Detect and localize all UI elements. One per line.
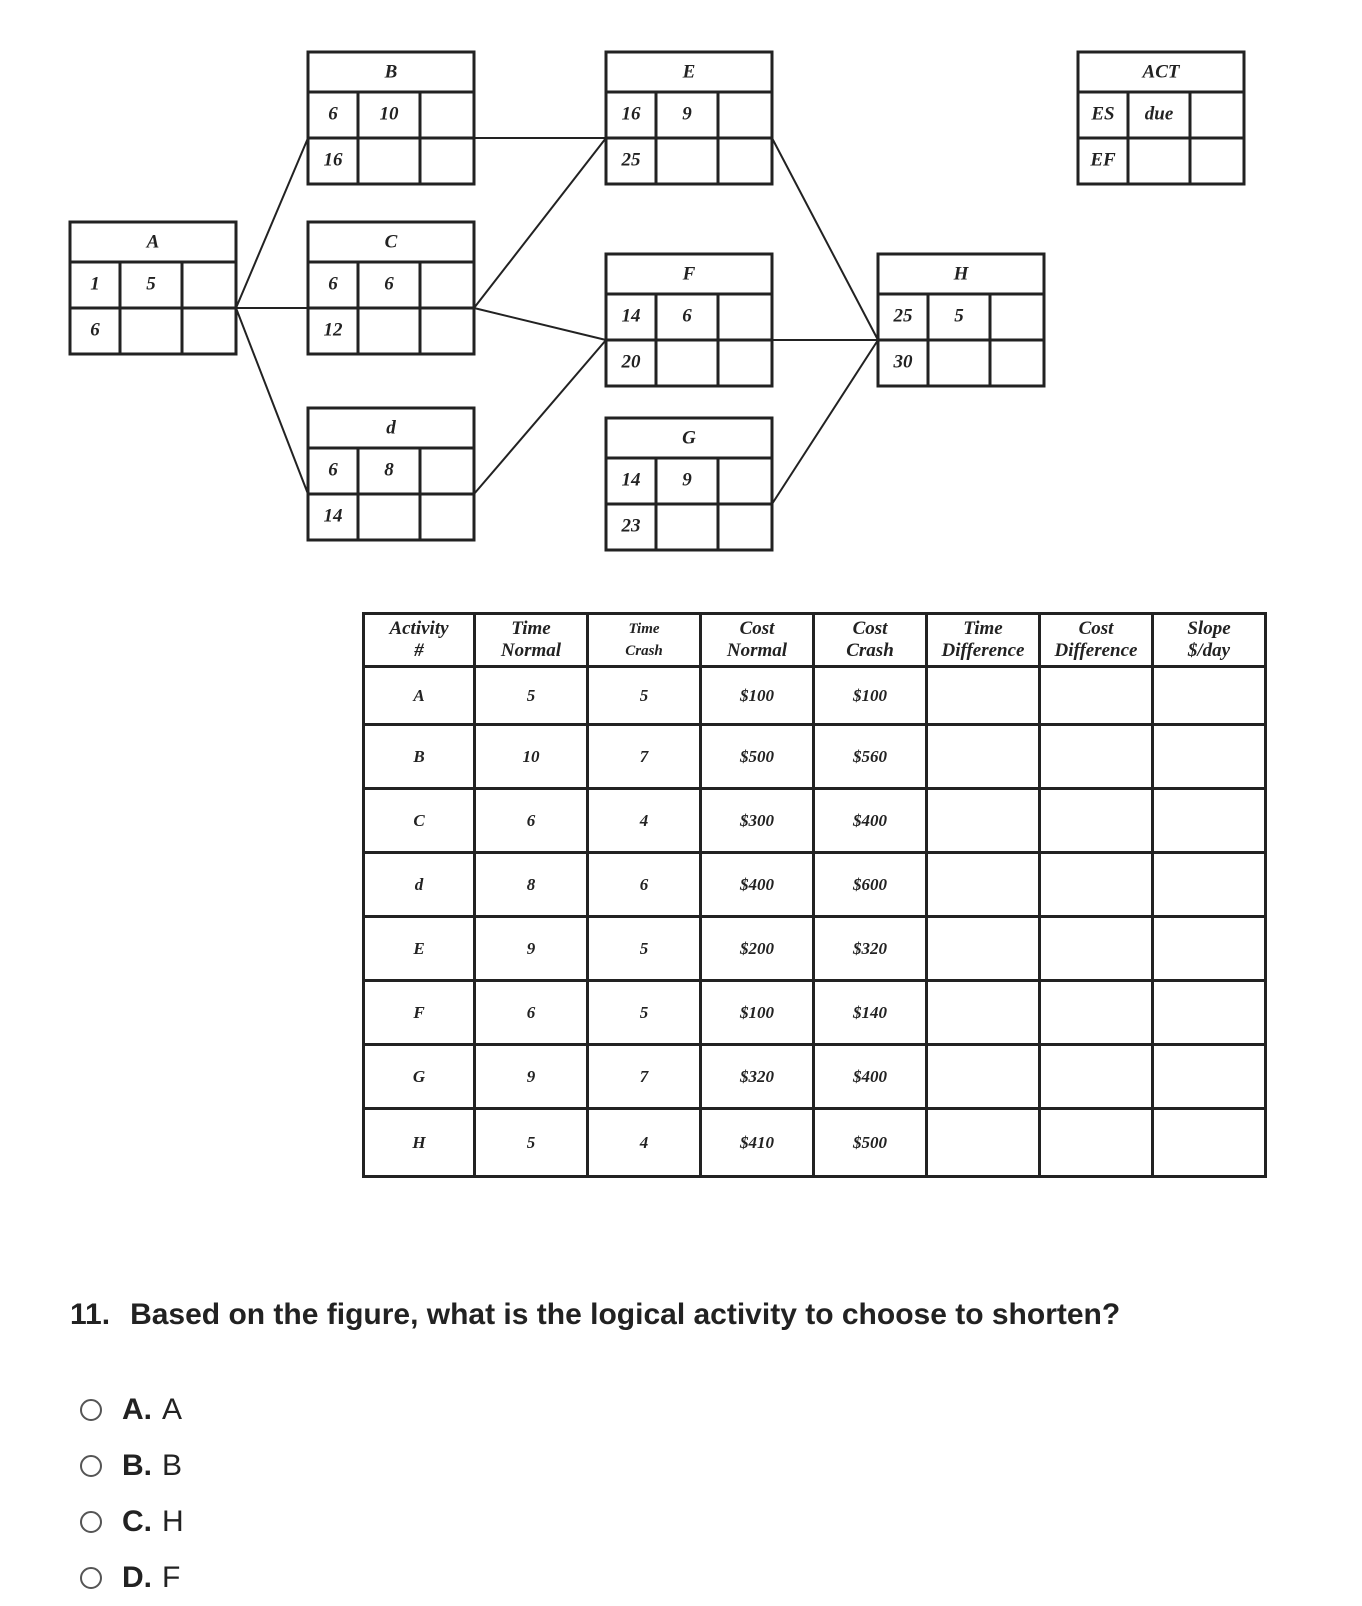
table-cell: $100 [701,667,814,725]
node-ef: 14 [323,505,343,527]
table-cell [1153,667,1266,725]
node-name: A [146,231,160,253]
table-cell: $300 [701,789,814,853]
node-name: d [386,417,396,439]
node-ef: 20 [621,351,641,373]
column-header: Cost Normal [701,614,814,667]
table-cell: E [364,917,475,981]
node-duration: 8 [384,459,394,481]
node-duration: 5 [146,273,156,295]
node-ef: 16 [323,149,343,171]
node-name: F [682,263,696,285]
option-c[interactable]: C. H [80,1494,184,1550]
node-duration: 5 [954,305,964,327]
table-row [364,1045,1266,1109]
table-cell: $400 [814,789,927,853]
table-cell: $500 [701,725,814,789]
node-es: ES [1091,103,1115,125]
table-cell [927,725,1040,789]
table-cell [1153,1045,1266,1109]
activity-node-C [308,222,474,354]
table-cell: 4 [588,1109,701,1177]
node-duration: due [1144,103,1174,125]
question-text: Based on the figure, what is the logical activity to choose to shorten? [130,1298,1121,1331]
column-header: Cost Difference [1040,614,1153,667]
table-cell [1153,725,1266,789]
table-cell [1040,1045,1153,1109]
node-name: G [682,427,696,449]
table-cell: $320 [814,917,927,981]
table-cell [1040,981,1153,1045]
table-cell: 6 [475,789,588,853]
node-duration: 6 [384,273,394,295]
radio-icon[interactable] [80,1511,102,1533]
column-header: Time Difference [927,614,1040,667]
network-diagram [0,0,1362,600]
table-cell [1153,853,1266,917]
table-cell [927,789,1040,853]
table-cell: 7 [588,1045,701,1109]
table-cell: $560 [814,725,927,789]
node-es: 25 [893,305,913,327]
node-name: C [384,231,398,253]
edge-A-d [236,308,308,494]
activity-node-A [70,222,236,354]
table-cell: 4 [588,789,701,853]
column-header: Slope $/day [1153,614,1266,667]
node-ef: 12 [323,319,343,341]
activity-node-H [878,254,1044,386]
node-es: 14 [621,305,641,327]
table-cell [1153,917,1266,981]
column-header: Activity # [364,614,475,667]
table-cell: 5 [475,1109,588,1177]
table-cell [927,1045,1040,1109]
table-cell: 5 [588,981,701,1045]
option-d[interactable]: D. F [80,1550,184,1606]
table-cell [1153,1109,1266,1177]
node-ef: 25 [621,149,641,171]
table-cell [1153,981,1266,1045]
table-cell [1040,725,1153,789]
table-cell: A [364,667,475,725]
table-cell: $200 [701,917,814,981]
radio-icon[interactable] [80,1399,102,1421]
node-name: H [953,263,969,285]
table-cell: G [364,1045,475,1109]
radio-icon[interactable] [80,1455,102,1477]
answer-options [80,1382,184,1606]
node-duration: 10 [379,103,399,125]
table-cell: 7 [588,725,701,789]
table-cell: 5 [475,667,588,725]
table-cell [927,667,1040,725]
table-cell: $320 [701,1045,814,1109]
table-cell: H [364,1109,475,1177]
edge-G-H [772,340,878,504]
table-cell [927,981,1040,1045]
table-cell [1040,853,1153,917]
table-cell [1040,1109,1153,1177]
table-row [364,1109,1266,1177]
node-duration: 9 [682,103,692,125]
node-es: 6 [328,459,338,481]
activity-node-G [606,418,772,550]
node-ef: EF [1090,149,1116,171]
table-row [364,853,1266,917]
node-ef: 23 [621,515,641,537]
table-cell: 6 [588,853,701,917]
table-cell: $140 [814,981,927,1045]
node-es: 16 [621,103,641,125]
table-cell: 8 [475,853,588,917]
node-es: 6 [328,273,338,295]
table-cell: 9 [475,917,588,981]
table-cell [1040,789,1153,853]
node-ef: 6 [90,319,100,341]
table-row [364,667,1266,725]
table-cell [927,853,1040,917]
option-b[interactable]: B. B [80,1438,184,1494]
question-number: 11. [70,1298,111,1331]
edge-C-F [474,308,606,340]
table-cell: $100 [701,981,814,1045]
table-cell: 5 [588,667,701,725]
option-a[interactable]: A. A [80,1382,184,1438]
node-duration: 6 [682,305,692,327]
node-duration: 9 [682,469,692,491]
table-cell: F [364,981,475,1045]
table-cell: $400 [701,853,814,917]
question [70,1298,1120,1332]
node-name: E [682,61,696,83]
table-cell: 10 [475,725,588,789]
table-cell: $400 [814,1045,927,1109]
table-cell [1153,789,1266,853]
table-cell: $600 [814,853,927,917]
table-cell [1040,917,1153,981]
table-row [364,981,1266,1045]
node-ef: 30 [893,351,913,373]
activity-node-E [606,52,772,184]
table-cell: $500 [814,1109,927,1177]
column-header: Time Crash [588,614,701,667]
edge-d-F [474,340,606,494]
edge-A-B [236,138,308,308]
node-name: B [384,61,398,83]
legend-node [1078,52,1244,184]
table-cell: $410 [701,1109,814,1177]
table-row [364,725,1266,789]
column-header: Time Normal [475,614,588,667]
table-row [364,789,1266,853]
table-cell: 9 [475,1045,588,1109]
node-es: 14 [621,469,641,491]
table-cell: C [364,789,475,853]
table-cell: B [364,725,475,789]
cost-table [362,612,1267,1178]
table-cell [927,917,1040,981]
table-cell: 5 [588,917,701,981]
activity-node-d [308,408,474,540]
column-header: Cost Crash [814,614,927,667]
table-row [364,917,1266,981]
activity-node-F [606,254,772,386]
activity-node-B [308,52,474,184]
node-es: 6 [328,103,338,125]
table-cell: $100 [814,667,927,725]
edge-E-H [772,138,878,340]
radio-icon[interactable] [80,1567,102,1589]
table-cell: 6 [475,981,588,1045]
table-cell [927,1109,1040,1177]
edge-C-E [474,138,606,308]
table-cell [1040,667,1153,725]
node-es: 1 [90,273,100,295]
node-name: ACT [1142,61,1180,83]
table-cell: d [364,853,475,917]
